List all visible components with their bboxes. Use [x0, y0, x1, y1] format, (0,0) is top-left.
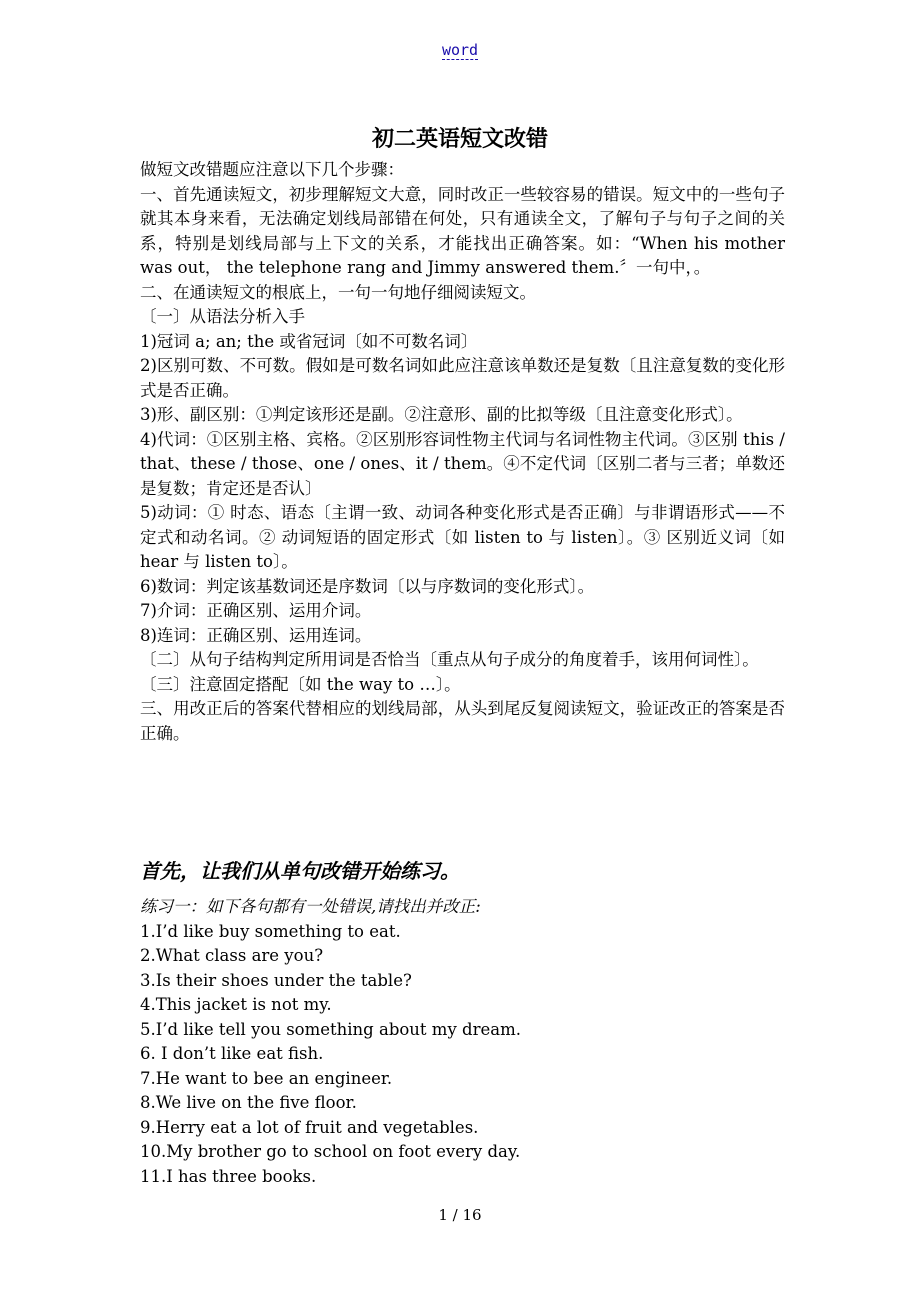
- exercise-item: 5.I’d like tell you something about my dream.: [140, 1019, 521, 1039]
- paragraph: 一、首先通读短文，初步理解短文大意，同时改正一些较容易的错误。短文中的一些句子就其本身来看，无法确定划线局部错在何处，只有通读全文，了解句子与句子之间的关系，特别是划线局部与上下文的关系，才能找出正确答案。如：“When his mother was out， the telephone rang and Jimmy answered them.〞一句中，。: [140, 184, 785, 277]
- paragraph: 6)数词：判定该基数词还是序数词〔以与序数词的变化形式〕。: [140, 576, 595, 596]
- paragraph: 7)介词：正确区别、运用介词。: [140, 601, 372, 620]
- paragraph: 8)连词：正确区别、运用连词。: [140, 625, 372, 645]
- paragraph: 4)代词：①区别主格、宾格。②区别形容词性物主代词与名词性物主代词。③区别 this / that、these / those、one / ones、it / them。④不定代词〔区别二者与三者；单数还是复数；肯定还是否认〕: [140, 429, 785, 498]
- exercise-item: 10.My brother go to school on foot every day.: [140, 1142, 521, 1161]
- exercise-item: 1.I’d like buy something to eat.: [140, 921, 401, 941]
- page-number: 1 / 16: [438, 1206, 482, 1224]
- exercise-item: 3.Is their shoes under the table?: [140, 970, 412, 990]
- document-title: 初二英语短文改错: [371, 126, 548, 152]
- paragraph: 2)区别可数、不可数。假如是可数名词如此应注意该单数还是复数〔且注意复数的变化形式是否正确。: [140, 356, 785, 400]
- exercise-title: 练习一：如下各句都有一处错误,请找出并改正:: [140, 897, 481, 916]
- exercise-item: 9.Herry eat a lot of fruit and vegetables.: [140, 1117, 479, 1137]
- exercise-item: 8.We live on the five floor.: [140, 1093, 357, 1112]
- paragraph: 二、在通读短文的根底上，一句一句地仔细阅读短文。: [140, 282, 536, 302]
- exercise-item: 4.This jacket is not my.: [140, 995, 332, 1014]
- page-header: [0, 40, 920, 59]
- word-link[interactable]: word: [441, 41, 479, 59]
- instructions-body: [140, 158, 785, 746]
- paragraph: 1)冠词 a; an; the 或省冠词〔如不可数名词〕: [140, 331, 478, 351]
- paragraph: 三、用改正后的答案代替相应的划线局部，从头到尾反复阅读短文，验证改正的答案是否正确。: [140, 699, 785, 743]
- paragraph: 〔三〕注意固定搭配〔如 the way to …〕。: [140, 674, 461, 694]
- paragraph: 〔一〕从语法分析入手: [140, 307, 305, 326]
- paragraph: 3)形、副区别：①判定该形还是副。②注意形、副的比拟等级〔且注意变化形式〕。: [140, 405, 743, 424]
- exercise-item: 6. I don’t like eat fish.: [140, 1044, 324, 1063]
- exercise-item: 11.I has three books.: [140, 1166, 317, 1186]
- exercise-block: [140, 895, 785, 1189]
- exercise-item: 7.He want to bee an engineer.: [140, 1068, 393, 1088]
- paragraph: 5)动词：① 时态、语态〔主谓一致、动词各种变化形式是否正确〕与非谓语形式——不定式和动名词。② 动词短语的固定形式〔如 listen to 与 listen〕。③ 区别近义词〔如 hear 与 listen to〕。: [140, 503, 785, 571]
- section-heading: 首先，让我们从单句改错开始练习。: [140, 859, 460, 883]
- exercise-item: 2.What class are you?: [140, 946, 324, 965]
- paragraph: 做短文改错题应注意以下几个步骤：: [140, 160, 404, 179]
- paragraph: 〔二〕从句子结构判定所用词是否恰当〔重点从句子成分的角度着手，该用何词性〕。: [140, 650, 759, 669]
